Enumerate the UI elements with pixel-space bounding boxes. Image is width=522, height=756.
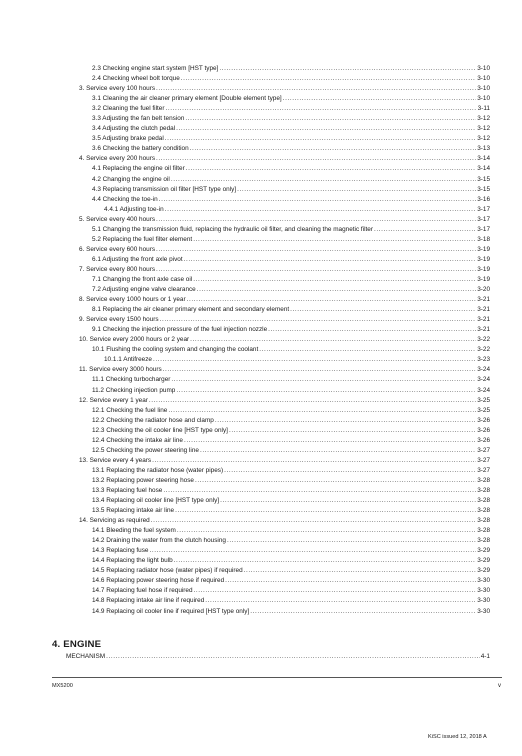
dot-leader <box>176 386 476 396</box>
toc-entry-page: 3-12 <box>477 115 490 123</box>
toc-entry-page: 3-10 <box>477 65 490 72</box>
toc-entry-text: 3.3 Adjusting the fan belt tension <box>92 115 185 123</box>
dot-leader <box>160 315 477 325</box>
toc-entry[interactable] <box>0 305 490 315</box>
dot-leader <box>165 104 476 114</box>
toc-entry[interactable] <box>0 526 490 536</box>
dot-leader <box>237 185 476 195</box>
dot-leader <box>184 255 477 265</box>
toc-entry-page: 3-19 <box>477 255 490 263</box>
toc-entry-text: 14. Servicing as required <box>79 517 150 525</box>
toc-entry[interactable] <box>0 446 490 456</box>
toc-entry[interactable] <box>0 456 490 466</box>
toc-entry-text: 13.5 Replacing intake air line <box>92 507 175 515</box>
toc-entry-text: 7.1 Changing the front axle case oil <box>92 275 193 283</box>
dot-leader <box>156 154 476 164</box>
toc-entry-page: 3-16 <box>477 195 490 203</box>
toc-entry[interactable] <box>0 486 490 496</box>
toc-entry[interactable] <box>0 355 490 365</box>
dot-leader <box>290 305 476 315</box>
toc-entry-text: 4.4.1 Adjusting toe-in <box>104 205 164 213</box>
toc-entry[interactable] <box>0 386 490 396</box>
toc-entry-page: 3-15 <box>477 175 490 183</box>
toc-entry[interactable] <box>0 516 490 526</box>
dot-leader <box>159 195 476 205</box>
toc-entry-text: 4.3 Replacing transmission oil filter [HST type only] <box>92 185 237 193</box>
toc-entry[interactable] <box>0 205 490 215</box>
toc-entry[interactable] <box>0 556 490 566</box>
dot-leader <box>184 436 476 446</box>
toc-entry-page: 3-27 <box>477 456 490 464</box>
toc-entry[interactable] <box>0 225 490 235</box>
toc-entry-text: 14.9 Replacing oil cooler line if required [HST type only] <box>92 607 250 615</box>
toc-entry-text: 7.2 Adjusting engine valve clearance <box>92 286 196 294</box>
toc-entry-page: 3-21 <box>477 326 490 334</box>
toc-entry-page: 3-19 <box>477 245 490 253</box>
toc-entry-page: 3-30 <box>477 607 490 615</box>
toc-entry-page: 3-19 <box>477 265 490 273</box>
toc-entry-text: 11. Service every 3000 hours <box>79 366 162 374</box>
toc-entry-text: 13. Service every 4 years <box>79 456 152 464</box>
dot-leader <box>219 64 476 74</box>
toc-entry-page: 3-20 <box>477 286 490 294</box>
toc-entry-page: 3-29 <box>477 547 490 555</box>
toc-entry-text: 3.4 Adjusting the clutch pedal <box>92 125 176 133</box>
toc-entry-text: 6. Service every 600 hours <box>79 245 156 253</box>
toc-entry-page: 3-22 <box>477 346 490 354</box>
toc-entry[interactable] <box>0 466 490 476</box>
dot-leader <box>156 215 476 225</box>
toc-entry-page: 3-25 <box>477 396 490 404</box>
dot-leader <box>106 652 480 662</box>
toc-entry-text: 4.2 Changing the engine oil <box>92 175 170 183</box>
toc-entry-text: 11.1 Checking turbocharger <box>92 376 171 384</box>
toc-entry[interactable] <box>0 476 490 486</box>
dot-leader <box>195 476 476 486</box>
toc-entry-text: 14.6 Replacing power steering hose if required <box>92 577 225 585</box>
section-heading: 4. ENGINE <box>52 639 102 650</box>
toc-entry[interactable] <box>0 84 490 94</box>
toc-entry[interactable] <box>0 506 490 516</box>
dot-leader <box>171 175 476 185</box>
toc-entry-page: 3-29 <box>477 557 490 565</box>
toc-entry[interactable] <box>0 215 490 225</box>
toc-entry-page: 3-30 <box>477 597 490 605</box>
toc-entry-text: 8. Service every 1000 hours or 1 year <box>79 296 186 304</box>
dot-leader <box>176 124 476 134</box>
toc-entry-text: 14.3 Replacing fuse <box>92 547 149 555</box>
toc-entry[interactable] <box>0 175 490 185</box>
toc-entry-text: 14.1 Bleeding the fuel system <box>92 527 176 535</box>
toc-entry-page: 3-18 <box>477 235 490 243</box>
dot-leader <box>197 285 476 295</box>
dot-leader <box>186 164 476 174</box>
toc-entry-page: 3-17 <box>477 215 490 223</box>
toc-entry-page: 3-25 <box>477 406 490 414</box>
table-of-contents <box>0 64 522 617</box>
dot-leader <box>215 416 476 426</box>
dot-leader <box>244 566 477 576</box>
dot-leader <box>220 496 476 506</box>
toc-entry-page: 3-19 <box>477 275 490 283</box>
toc-entry-page: 3-15 <box>477 185 490 193</box>
toc-entry-page: 3-24 <box>477 376 490 384</box>
toc-entry-page: 3-14 <box>477 155 490 163</box>
toc-entry-page: 3-11 <box>477 105 490 113</box>
toc-entry-text: 14.4 Replacing the light bulb <box>92 557 173 565</box>
toc-entry-text: 11.2 Checking injection pump <box>92 386 176 394</box>
dot-leader <box>283 94 477 104</box>
toc-entry-text: 10.1.1 Antifreeze <box>104 356 152 364</box>
toc-entry-text: 13.1 Replacing the radiator hose (water pipes) <box>92 466 224 474</box>
toc-entry[interactable] <box>0 144 490 154</box>
toc-entry-page: 3-10 <box>477 75 490 83</box>
toc-entry[interactable] <box>0 164 490 174</box>
toc-entry-page: 3-13 <box>477 145 490 153</box>
toc-entry[interactable] <box>0 124 490 134</box>
dot-leader <box>374 225 476 235</box>
toc-entry[interactable] <box>0 114 490 124</box>
toc-entry[interactable] <box>0 195 490 205</box>
toc-entry-page: 3-28 <box>477 476 490 484</box>
toc-entry[interactable] <box>0 325 490 335</box>
toc-entry-text: 12.2 Checking the radiator hose and clamp <box>92 416 214 424</box>
toc-entry-text: 5.2 Replacing the fuel filter element <box>92 235 193 243</box>
toc-entry-page: 3-10 <box>477 95 490 103</box>
toc-entry-text: 12. Service every 1 year <box>79 396 148 404</box>
dot-leader <box>149 396 476 406</box>
toc-entry-page: 3-28 <box>477 507 490 515</box>
toc-entry-page: 3-28 <box>477 517 490 525</box>
toc-entry[interactable] <box>0 426 490 436</box>
toc-entry-text: 12.4 Checking the intake air line <box>92 436 183 444</box>
toc-entry[interactable] <box>0 406 490 416</box>
toc-entry-page: 3-28 <box>477 497 490 505</box>
toc-entry-page: 3-30 <box>477 587 490 595</box>
toc-entry-text: 6.1 Adjusting the front axle pivot <box>92 255 183 263</box>
dot-leader <box>259 345 476 355</box>
dot-leader <box>177 526 476 536</box>
footer-model: MX5200 <box>52 683 73 689</box>
toc-entry-text: 14.7 Replacing fuel hose if required <box>92 587 193 595</box>
dot-leader <box>171 375 476 385</box>
toc-entry-page: 3-30 <box>477 577 490 585</box>
dot-leader <box>193 275 476 285</box>
toc-entry[interactable] <box>0 94 490 104</box>
toc-entry[interactable] <box>0 104 490 114</box>
dot-leader <box>200 446 476 456</box>
toc-entry-page: 3-27 <box>477 446 490 454</box>
toc-entry-page: 3-28 <box>477 527 490 535</box>
dot-leader <box>185 114 476 124</box>
toc-entry[interactable] <box>0 566 490 576</box>
dot-leader <box>156 245 476 255</box>
toc-entry-page: 3-21 <box>477 306 490 314</box>
dot-leader <box>224 466 476 476</box>
toc-entry[interactable] <box>0 596 490 606</box>
dot-leader <box>168 406 476 416</box>
toc-entry-text: 4.4 Checking the toe-in <box>92 195 158 203</box>
dot-leader <box>187 295 477 305</box>
toc-entry[interactable] <box>0 396 490 406</box>
footer-divider <box>52 677 502 678</box>
toc-entry-page: 3-14 <box>477 165 490 173</box>
dot-leader <box>250 607 476 617</box>
toc-entry-page: 3-17 <box>477 205 490 213</box>
toc-entry[interactable] <box>0 255 490 265</box>
toc-entry-page: 4-1 <box>480 653 490 660</box>
toc-entry-page: 3-21 <box>477 316 490 324</box>
toc-entry-page: 3-29 <box>477 567 490 575</box>
toc-entry-text: MECHANISM <box>66 653 106 660</box>
dot-leader <box>190 144 477 154</box>
toc-entry-text: 3.1 Cleaning the air cleaner primary element [Double element type] <box>92 95 282 103</box>
toc-entry-page: 3-27 <box>477 466 490 474</box>
toc-entry-text: 13.3 Replacing fuel hose <box>92 486 163 494</box>
toc-entry-text: 13.4 Replacing oil cooler line [HST type only] <box>92 497 220 505</box>
toc-entry[interactable] <box>0 64 490 74</box>
toc-entry[interactable] <box>0 335 490 345</box>
toc-entry-page: 3-21 <box>477 296 490 304</box>
toc-entry-page: 3-28 <box>477 486 490 494</box>
toc-entry[interactable] <box>0 275 490 285</box>
dot-leader <box>153 355 476 365</box>
toc-entry-page: 3-22 <box>477 336 490 344</box>
dot-leader <box>151 516 477 526</box>
toc-entry-text: 3. Service every 100 hours <box>79 85 156 93</box>
toc-entry[interactable] <box>0 235 490 245</box>
toc-entry[interactable] <box>0 265 490 275</box>
toc-entry-text: 12.5 Checking the power steering line <box>92 446 199 454</box>
toc-entry-text: 13.2 Replacing power steering hose <box>92 476 194 484</box>
toc-entry[interactable] <box>0 295 490 305</box>
toc-entry-page: 3-26 <box>477 416 490 424</box>
toc-entry-text: 9.1 Checking the injection pressure of the fuel injection nozzle <box>92 326 268 334</box>
toc-entry-page: 3-12 <box>477 135 490 143</box>
dot-leader <box>163 486 476 496</box>
toc-entry-text: 3.5 Adjusting brake pedal <box>92 135 164 143</box>
toc-entry-page: 3-24 <box>477 366 490 374</box>
toc-entry-text: 14.5 Replacing radiator hose (water pipes) if required <box>92 567 243 575</box>
toc-entry-text: 8.1 Replacing the air cleaner primary element and secondary element <box>92 306 290 314</box>
dot-leader <box>181 74 476 84</box>
toc-entry[interactable] <box>0 345 490 355</box>
dot-leader <box>156 84 476 94</box>
footer-page-number: v <box>498 683 501 689</box>
toc-entry-mechanism[interactable] <box>66 652 490 662</box>
toc-entry-text: 3.6 Checking the battery condition <box>92 145 189 153</box>
toc-entry-page: 3-23 <box>477 356 490 364</box>
toc-entry[interactable] <box>0 375 490 385</box>
dot-leader <box>205 596 476 606</box>
toc-entry[interactable] <box>0 496 490 506</box>
toc-entry-text: 4. Service every 200 hours <box>79 155 156 163</box>
toc-entry[interactable] <box>0 576 490 586</box>
toc-entry[interactable] <box>0 285 490 295</box>
toc-entry[interactable] <box>0 245 490 255</box>
dot-leader <box>174 556 477 566</box>
toc-entry-text: 12.3 Checking the oil cooler line [HST type only] <box>92 426 228 434</box>
dot-leader <box>268 325 476 335</box>
toc-entry-page: 3-10 <box>477 85 490 93</box>
toc-entry[interactable] <box>0 546 490 556</box>
dot-leader <box>175 506 476 516</box>
toc-entry[interactable] <box>0 607 490 617</box>
toc-entry-page: 3-26 <box>477 426 490 434</box>
dot-leader <box>229 426 476 436</box>
toc-entry[interactable] <box>0 74 490 84</box>
toc-entry-text: 2.4 Checking wheel bolt torque <box>92 75 180 83</box>
toc-entry[interactable] <box>0 536 490 546</box>
toc-entry-text: 5. Service every 400 hours <box>79 215 156 223</box>
toc-entry-page: 3-26 <box>477 436 490 444</box>
toc-entry[interactable] <box>0 185 490 195</box>
toc-entry-page: 3-24 <box>477 386 490 394</box>
toc-entry-text: 10. Service every 2000 hours or 2 year <box>79 336 190 344</box>
toc-entry-text: 3.2 Cleaning the fuel filter <box>92 105 165 113</box>
dot-leader <box>190 335 476 345</box>
toc-entry[interactable] <box>0 154 490 164</box>
toc-entry-text: 14.8 Replacing intake air line if required <box>92 597 205 605</box>
toc-entry[interactable] <box>0 365 490 375</box>
toc-entry-text: 10.1 Flushing the cooling system and changing the coolant <box>92 346 259 354</box>
toc-entry[interactable] <box>0 416 490 426</box>
dot-leader <box>152 456 476 466</box>
toc-entry-text: 14.2 Draining the water from the clutch housing <box>92 537 226 545</box>
toc-entry-text: 12.1 Checking the fuel line <box>92 406 168 414</box>
dot-leader <box>150 546 477 556</box>
dot-leader <box>225 576 476 586</box>
toc-entry-page: 3-17 <box>477 225 490 233</box>
dot-leader <box>194 586 477 596</box>
toc-entry[interactable] <box>0 436 490 446</box>
toc-entry-text: 4.1 Replacing the engine oil filter <box>92 165 185 173</box>
issue-note: KiSC issued 12, 2018 A <box>428 734 487 740</box>
dot-leader <box>165 205 477 215</box>
toc-entry-text: 7. Service every 800 hours <box>79 265 156 273</box>
toc-entry-text: 9. Service every 1500 hours <box>79 316 159 324</box>
toc-entry[interactable] <box>0 586 490 596</box>
dot-leader <box>193 235 476 245</box>
toc-entry-page: 3-12 <box>477 125 490 133</box>
toc-entry-text: 2.3 Checking engine start system [HST type] <box>92 65 219 72</box>
dot-leader <box>156 265 476 275</box>
toc-entry-page: 3-28 <box>477 537 490 545</box>
toc-entry-text: 5.1 Changing the transmission fluid, replacing the hydraulic oil filter, and cleaning the magnetic filter <box>92 225 373 233</box>
toc-entry[interactable] <box>0 315 490 325</box>
dot-leader <box>227 536 476 546</box>
toc-entry[interactable] <box>0 134 490 144</box>
dot-leader <box>165 134 476 144</box>
dot-leader <box>163 365 477 375</box>
